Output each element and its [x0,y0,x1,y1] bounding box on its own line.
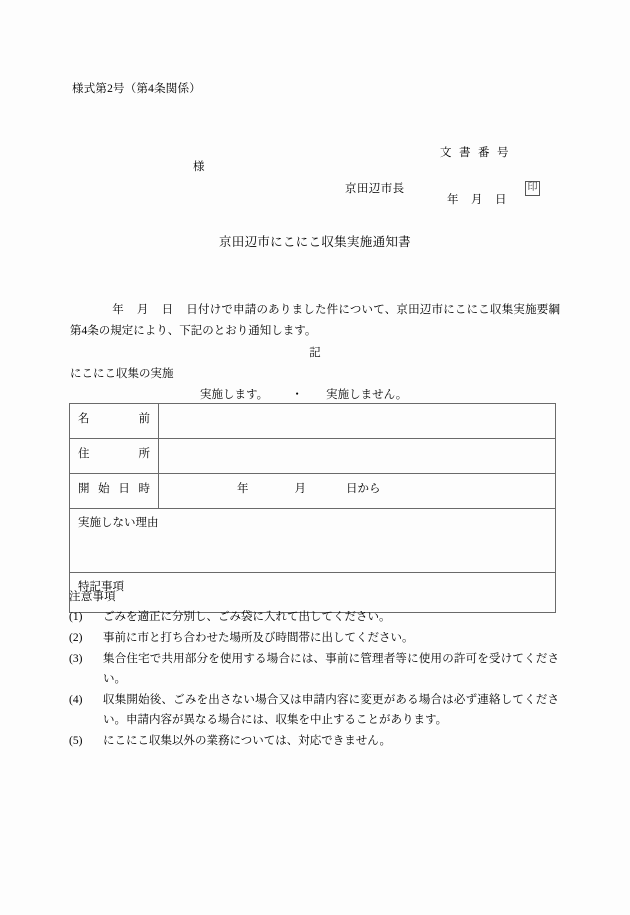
start-datetime-value-cell[interactable] [159,474,556,509]
implementation-choice-line [200,386,407,402]
addressee-suffix: 様 [193,161,205,173]
table-row-start-datetime [70,474,556,509]
table-row-reason [70,509,556,573]
note-text: 事前に市と打ち合わせた場所及び時間帯に出してください。 [103,632,414,644]
document-number-label: 文書番号 [440,147,516,159]
note-item [69,690,559,730]
note-text: にこにこ収集以外の業務については、対応できません。 [103,735,391,747]
document-meta-block [440,120,600,238]
notes-section [69,588,559,752]
address-label [78,445,150,461]
note-text: 集合住宅で共用部分を使用する場合には、事前に管理者等に使用の許可を受けてください。 [103,653,559,685]
note-marker: (5) [69,735,83,747]
remarks-cell[interactable]: 特記事項 [70,573,556,613]
start-datetime-label-char-2: 始 [98,483,110,495]
note-item [69,649,559,689]
ki-mark: 記 [309,347,321,359]
start-datetime-label [78,480,150,496]
start-month-label: 月 [294,483,306,495]
note-text: 収集開始後、ごみを出さない場合又は申請内容に変更がある場合は必ず連絡してください。申請内容が異なる場合には、収集を中止することがあります。 [103,694,559,726]
start-datetime-label-char-4: 時 [138,483,150,495]
name-label-char-1: 名 [78,413,90,425]
issuer-row [345,180,540,196]
note-marker: (3) [69,653,83,665]
start-datetime-label-char-1: 開 [78,483,90,495]
section-heading: にこにこ収集の実施 [70,368,174,380]
note-item [69,628,559,648]
document-date-label: 年月日 [447,194,519,206]
choice-separator: ・ [291,389,303,401]
seal-stamp-icon: 印 [525,181,540,196]
note-marker: (2) [69,632,83,644]
start-day-from-label: 日から [346,483,381,495]
body-date-prefix: 年月日 [112,304,187,316]
name-label-char-2: 前 [138,413,150,425]
body-text: 日付けで申請のありました件について、京田辺市にこにこ収集実施要綱第4条の規定により、下記のとおり通知します。 [70,304,560,337]
note-text: ごみを適正に分別し、ごみ袋に入れて出してください。 [103,611,391,623]
table-row-name [70,404,556,439]
page-title: 京田辺市にこにこ収集実施通知書 [218,235,411,249]
body-paragraph [70,300,560,342]
form-number-label: 様式第2号（第4条関係） [72,83,201,95]
address-label-char-2: 所 [138,448,150,460]
start-year-label: 年 [237,483,249,495]
choice-option-yes[interactable]: 実施します。 [200,389,269,401]
address-value-cell[interactable] [159,439,556,474]
name-label-cell [70,404,159,439]
name-value-cell[interactable] [159,404,556,439]
notes-heading: 注意事項 [69,591,116,603]
note-item [69,731,559,751]
note-item [69,607,559,627]
choice-option-no[interactable]: 実施しません。 [326,389,408,401]
address-label-char-1: 住 [78,448,90,460]
start-datetime-label-char-3: 日 [118,483,130,495]
table-row-address [70,439,556,474]
name-label [78,410,150,426]
note-marker: (4) [69,694,83,706]
start-datetime-label-cell [70,474,159,509]
issuer-name: 京田辺市長 [345,183,405,195]
start-datetime-fields [159,480,381,496]
address-label-cell [70,439,159,474]
applicant-info-table [69,403,556,613]
note-marker: (1) [69,611,83,623]
reason-cell[interactable]: 実施しない理由 [70,509,556,573]
